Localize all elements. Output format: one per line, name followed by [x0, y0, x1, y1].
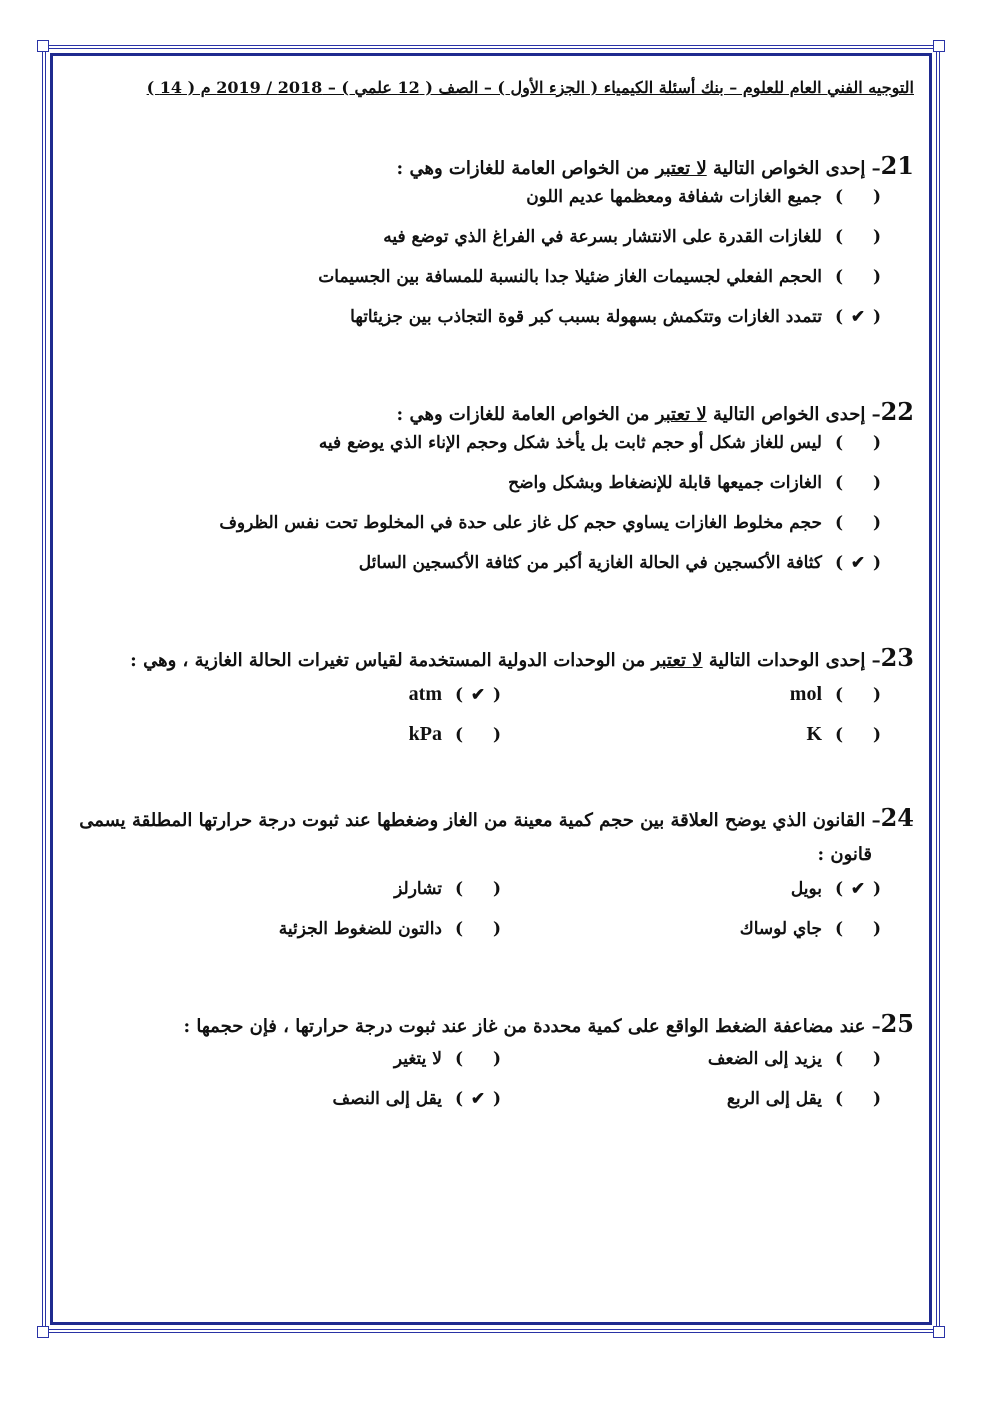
stem-text: – إحدى الخواص التالية	[706, 404, 881, 425]
answer-box[interactable]: ( )	[454, 725, 502, 745]
option-row[interactable]	[60, 553, 920, 593]
answer-box[interactable]: ( )	[834, 267, 882, 287]
answer-box[interactable]: ( ✔ )	[454, 685, 502, 705]
question-number: 24	[880, 803, 914, 832]
answer-box[interactable]: ( )	[834, 919, 882, 939]
option-row	[60, 723, 920, 763]
answer-box[interactable]: ( )	[834, 1089, 882, 1109]
option-text: تشارلز	[394, 879, 442, 899]
option-text: mol	[789, 683, 822, 705]
option-text: atm	[408, 683, 442, 705]
stem-text: – إحدى الخواص التالية	[706, 158, 881, 179]
check-mark-icon: ✔	[850, 553, 866, 573]
option-text: جاي لوساك	[739, 919, 822, 939]
answer-box[interactable]: ( ✔ )	[454, 1089, 502, 1109]
stem-text: – عند مضاعفة الضغط الواقع على كمية محددة من غاز عند ثبوت درجة حرارتها ، فإن حجمها :	[183, 1016, 881, 1037]
border-corner	[933, 40, 945, 52]
stem-emphasis: لا تعتبر	[651, 650, 703, 671]
option-cell[interactable]	[727, 1089, 920, 1109]
option-cell[interactable]	[394, 879, 540, 899]
option-row	[60, 879, 920, 919]
option-text: دالتون للضغوط الجزئية	[278, 919, 442, 939]
question-number: 25	[880, 1009, 914, 1038]
stem-emphasis: لا تعتبر	[655, 404, 707, 425]
check-mark-icon: ✔	[470, 685, 486, 705]
stem-text: – إحدى الوحدات التالية	[702, 650, 881, 671]
option-cell[interactable]	[352, 683, 540, 706]
option-cell[interactable]	[333, 1089, 541, 1109]
option-row	[60, 683, 920, 723]
border-corner	[933, 1326, 945, 1338]
option-text: جميع الغازات شفافة ومعظمها عديم اللون	[526, 187, 822, 207]
option-cell[interactable]	[732, 723, 920, 746]
answer-box[interactable]: ( )	[834, 513, 882, 533]
stem-emphasis: لا تعتبر	[655, 158, 707, 179]
option-cell[interactable]	[791, 879, 920, 899]
option-cell[interactable]	[279, 919, 540, 939]
option-text: الغازات جميعها قابلة للإنضغاط وبشكل واضح	[508, 473, 822, 493]
page-header: التوجيه الفني العام للعلوم – بنك أسئلة الكيمياء ( الجزء الأول ) – الصف ( 12 علمي ) – 2018 / 2019 م ( 14 )	[146, 78, 914, 97]
answer-box[interactable]: ( )	[834, 433, 882, 453]
option-text: لا يتغير	[393, 1049, 442, 1069]
answer-box[interactable]: ( )	[834, 685, 882, 705]
border-corner	[37, 1326, 49, 1338]
question-number: 21	[880, 151, 914, 180]
answer-box[interactable]: ( ✔ )	[834, 879, 882, 899]
answer-box[interactable]: ( )	[834, 1049, 882, 1069]
option-row	[60, 1049, 920, 1089]
option-text: يزيد إلى الضعف	[707, 1049, 822, 1069]
option-row[interactable]	[60, 267, 920, 307]
option-row[interactable]	[60, 227, 920, 267]
option-row	[60, 1089, 920, 1129]
option-row[interactable]	[60, 473, 920, 513]
border-corner	[37, 40, 49, 52]
question-22	[60, 398, 920, 593]
check-mark-icon: ✔	[850, 307, 866, 327]
option-cell[interactable]	[740, 919, 920, 939]
answer-box[interactable]: ( )	[834, 227, 882, 247]
option-text: تتمدد الغازات وتتكمش بسهولة بسبب كبر قوة التجاذب بين جزيئاتها	[350, 307, 822, 327]
worksheet-page	[60, 60, 920, 1310]
question-stem	[60, 1010, 920, 1041]
option-row[interactable]	[60, 307, 920, 347]
option-text: kPa	[408, 723, 442, 745]
question-number: 23	[880, 643, 914, 672]
question-21	[60, 152, 920, 347]
answer-box[interactable]: ( )	[834, 187, 882, 207]
option-row	[60, 919, 920, 959]
stem-text: من الخواص العامة للغازات وهي :	[396, 158, 656, 179]
option-text: كثافة الأكسجين في الحالة الغازية أكبر من كثافة الأكسجين السائل	[358, 553, 822, 573]
stem-text: من الوحدات الدولية المستخدمة لقياس تغيرات الحالة الغازية ، وهي :	[130, 650, 652, 671]
stem-text: من الخواص العامة للغازات وهي :	[396, 404, 656, 425]
answer-box[interactable]: ( )	[454, 919, 502, 939]
option-text: الحجم الفعلي لجسيمات الغاز ضئيلا جدا بالنسبة للمسافة بين الجسيمات	[318, 267, 822, 287]
answer-box[interactable]: ( ✔ )	[834, 553, 882, 573]
check-mark-icon: ✔	[850, 879, 866, 899]
answer-box[interactable]: ( ✔ )	[834, 307, 882, 327]
question-stem	[60, 644, 920, 675]
option-text: بويل	[790, 879, 822, 899]
option-text: K	[806, 723, 822, 745]
question-stem	[60, 398, 920, 429]
answer-box[interactable]: ( )	[454, 1049, 502, 1069]
question-23	[60, 644, 920, 763]
option-text: للغازات القدرة على الانتشار بسرعة في الفراغ الذي توضع فيه	[383, 227, 822, 247]
option-row[interactable]	[60, 187, 920, 227]
option-text: يقل إلى الربع	[726, 1089, 822, 1109]
option-text: حجم مخلوط الغازات يساوي حجم كل غاز على حدة في المخلوط تحت نفس الظروف	[219, 513, 822, 533]
stem-text: – القانون الذي يوضح العلاقة بين حجم كمية معينة من الغاز وضغطها عند ثبوت درجة حرارتها المطلقة يسمى	[79, 810, 881, 831]
option-text: ليس للغاز شكل أو حجم ثابت بل يأخذ شكل وحجم الإناء الذي يوضع فيه	[318, 433, 822, 453]
question-stem	[60, 152, 920, 183]
stem-text: قانون :	[817, 844, 872, 865]
option-row[interactable]	[60, 433, 920, 473]
option-cell[interactable]	[352, 723, 540, 746]
option-cell[interactable]	[394, 1049, 540, 1069]
option-text: يقل إلى النصف	[332, 1089, 442, 1109]
option-row[interactable]	[60, 513, 920, 553]
option-cell[interactable]	[732, 683, 920, 706]
question-number: 22	[880, 397, 914, 426]
answer-box[interactable]: ( )	[834, 725, 882, 745]
answer-box[interactable]: ( )	[454, 879, 502, 899]
question-stem	[60, 804, 920, 835]
check-mark-icon: ✔	[470, 1089, 486, 1109]
answer-box[interactable]: ( )	[834, 473, 882, 493]
question-25	[60, 1010, 920, 1129]
question-24	[60, 804, 920, 959]
option-cell[interactable]	[708, 1049, 920, 1069]
